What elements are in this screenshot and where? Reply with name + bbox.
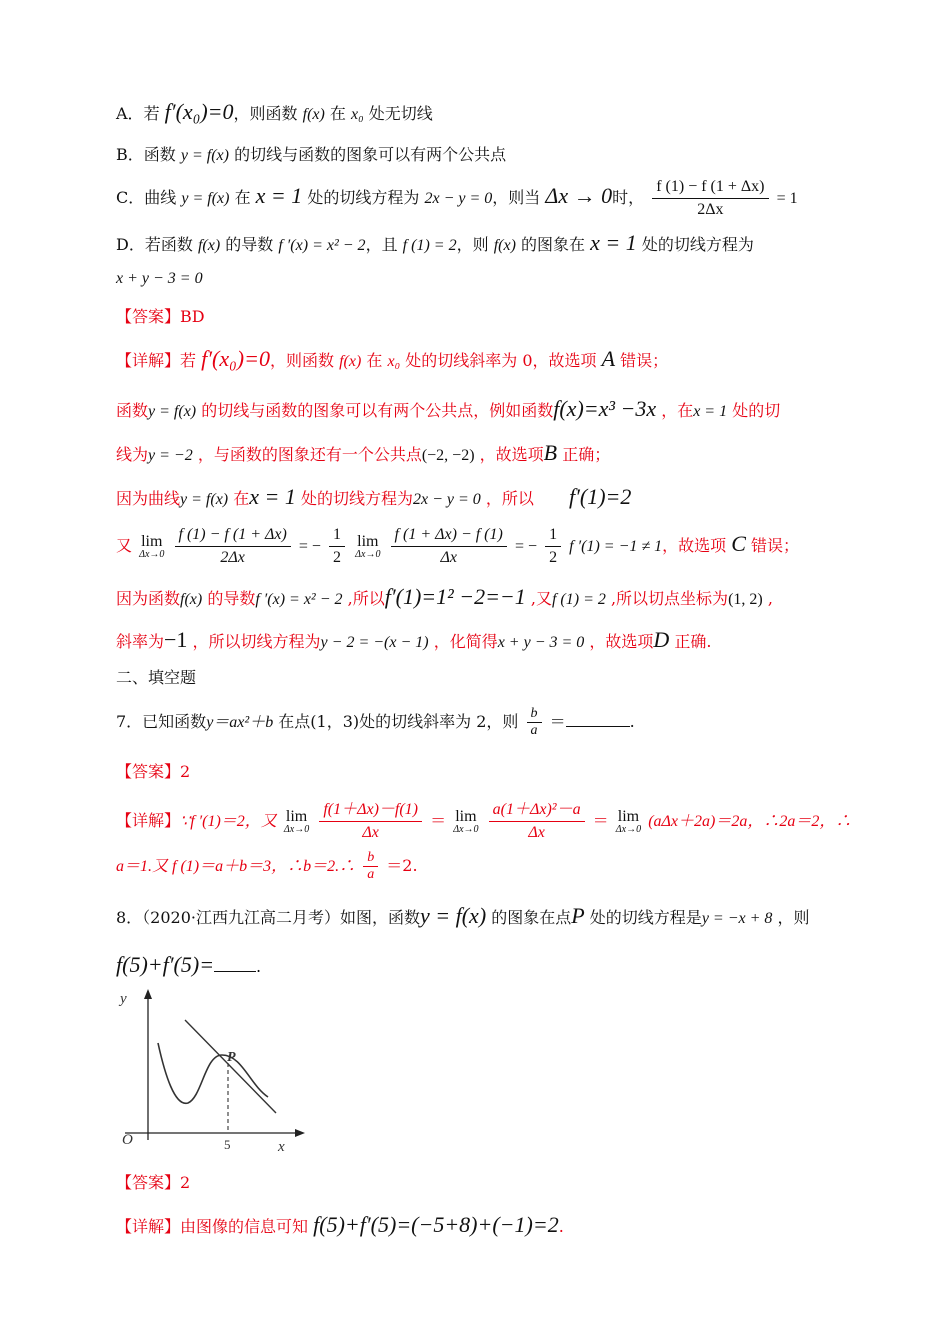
tangent-line: [185, 1020, 276, 1113]
x-axis-arrow: [295, 1129, 305, 1137]
q8-answer: 【答案】2: [116, 1173, 191, 1192]
option-d-cont: x + y − 3 = 0: [116, 270, 203, 287]
option-a-expr: f′(x₀)=0: [164, 99, 234, 124]
q6-detail-4: 因为曲线y = f(x) 在x = 1 处的切线方程为2x − y = 0 ，所以 f′(1)=2: [116, 484, 632, 509]
option-d: D．若函数 f(x) 的导数 f ′(x) = x² − 2，且 f (1) = 2，则 f(x) 的图象在 x = 1 处的切线方程为: [116, 230, 754, 255]
q7-question: 7．已知函数y＝ax²＋b 在点(1，3)处的切线斜率为 2，则 $\frac{b}{a}$ ＝ .: [116, 706, 635, 738]
point-label: P: [227, 1050, 236, 1065]
q7-answer: 【答案】2: [116, 762, 191, 781]
option-b: B．函数 y = f(x) 的切线与函数的图象可以有两个公共点: [116, 145, 507, 164]
option-a: A．若 f′(x₀)=0，则函数 f(x) 在 x₀ 处无切线: [116, 99, 433, 124]
q7-detail-2: a＝1.又 f (1)＝a＋b＝3，∴b＝2.∴ $\frac{b}{a}$ ＝2.: [116, 850, 418, 882]
q7-detail-1: 【详解】∵f ′(1)＝2，又 lim Δx→0 $\frac{f(1+\Delta x)-f(1)}{\Delta x}$ ＝ lim Δx→0 $\frac{\text{a(1＋Δx)²－a}}{\Delta x}$ ＝ lim Δx→0 (aΔx＋2a)＝2a，∴2a＝2，∴: [116, 801, 852, 841]
q6-answer: 【答案】BD: [116, 307, 205, 326]
y-axis-arrow: [144, 989, 152, 999]
q8-question-2: f(5)+f′(5)= .: [116, 952, 262, 977]
q8-detail: 【详解】由图像的信息可知 f(5)+f′(5)=(−5+8)+(−1)=2.: [116, 1212, 564, 1237]
section-title: 二、填空题: [116, 668, 197, 687]
y-label: y: [120, 991, 127, 1007]
x-label: x: [278, 1139, 285, 1155]
tick-5: 5: [224, 1137, 231, 1152]
option-c: C．曲线 y = f(x) 在 x = 1 处的切线方程为 2x − y = 0，则当 Δx → 0时， $\frac{f (1) - f (1 + \Delta x)}{2\Delta x}$ = 1: [116, 176, 798, 221]
q8-question: 8．（2020·江西九江高二月考）如图，函数y = f(x) 的图象在点P 处的切线方程是y = −x + 8 ，则: [116, 903, 810, 928]
option-c-fraction: $\frac{f (1) - f (1 + \Delta x)}{2\Delta x}$: [652, 176, 768, 221]
function-graph: [110, 985, 310, 1160]
function-curve: [158, 1043, 268, 1103]
q6-detail-6: 因为函数f(x) 的导数f ′(x) = x² − 2 ,所以f′(1)=1² −2=−1 ,又f (1) = 2 ,所以切点坐标为(1, 2) ,: [116, 584, 773, 609]
q6-detail-7: 斜率为−1 ，所以切线方程为y − 2 = −(x − 1) ，化简得x + y − 3 = 0 ，故选项D 正确.: [116, 627, 712, 652]
q6-detail-1: 【详解】若 f′(x₀)=0，则函数 f(x) 在 x₀ 处的切线斜率为 0，故选项 A 错误；: [116, 346, 669, 371]
origin-label: O: [122, 1132, 133, 1148]
q6-detail-2: 函数y = f(x) 的切线与函数的图象可以有两个公共点，例如函数f(x)=x³ −3x ，在x = 1 处的切: [116, 396, 781, 421]
q6-detail-3: 线为y = −2 ，与函数的图象还有一个公共点(−2, −2) ，故选项B 正确；: [116, 440, 611, 465]
q6-detail-5: 又 lim Δx→0 $\frac{f (1) - f (1 + \Delta x)}{2\Delta x}$ = − $\frac{1}{2}$ lim Δx→0 $\frac{f (1 + \Delta x) - f (1)}{\Delta x}$ = − $\frac{1}{2}$ f ′(1) = −1 ≠ 1，故选项 C 错误；: [116, 526, 800, 566]
